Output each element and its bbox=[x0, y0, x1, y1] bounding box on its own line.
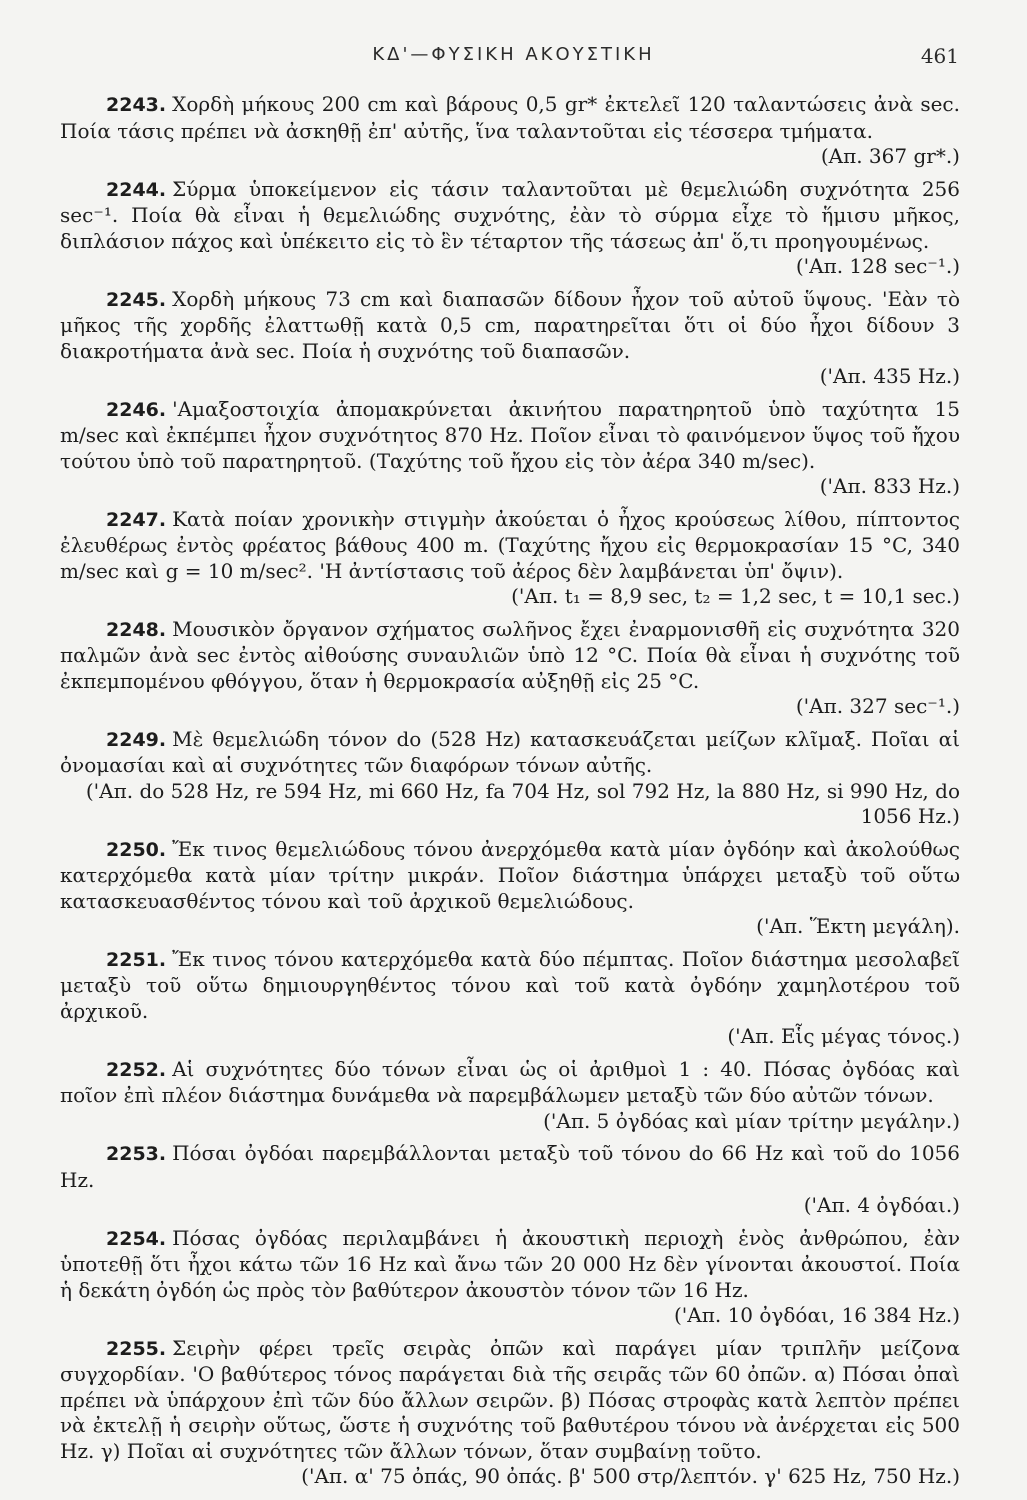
problem-number: 2250. bbox=[106, 838, 167, 861]
problem-2243 bbox=[60, 92, 960, 170]
problem-2253 bbox=[60, 1141, 960, 1219]
problem-text: Σειρὴν φέρει τρεῖς σειρὰς ὀπῶν καὶ παράγει μίαν τριπλῆν μείζονα συγχορδίαν. 'Ο βαθύτερος τόνος παράγεται διὰ τῆς σειρᾶς τῶν 60 ὀπῶν. α) Πόσαι ὀπαὶ πρέπει νὰ ὑπάρχουν ἐπὶ τῶν δύο ἄλλων σειρῶν. β) Πόσας στροφὰς κατὰ λεπτὸν πρέπει νὰ ἐκτελῇ ἡ σειρὴν οὕτως, ὥστε ἡ συχνότης τοῦ βαθυτέρου τόνου νὰ ἀνέρχεται εἰς 500 Hz. γ) Ποῖαι αἱ συχνότητες τῶν ἄλλων τόνων, ὅταν συμβαίνῃ τοῦτο. bbox=[60, 1335, 960, 1463]
problem-answer: ('Απ. α' 75 ὀπάς, 90 ὀπάς. β' 500 στρ/λεπτόν. γ' 625 Hz, 750 Hz.) bbox=[301, 1464, 960, 1488]
problem-number: 2251. bbox=[106, 948, 167, 971]
problem-number: 2254. bbox=[106, 1227, 167, 1250]
problem-number: 2253. bbox=[106, 1143, 167, 1165]
problem-2252 bbox=[60, 1057, 960, 1135]
problem-2244 bbox=[60, 177, 960, 280]
problem-answer: ('Απ. Εἷς μέγας τόνος.) bbox=[727, 1024, 960, 1048]
problem-number: 2244. bbox=[106, 178, 167, 201]
problem-number: 2247. bbox=[106, 508, 167, 531]
problem-text: 'Αμαξοστοιχία ἀπομακρύνεται ἀκινήτου παρατηρητοῦ ὑπὸ ταχύτητα 15 m/sec καὶ ἐκπέμπει ἦχον συχνότητος 870 Hz. Ποῖον εἶναι τὸ φαινόμενον ὕψος τοῦ ἤχου τούτου ὑπὸ τοῦ παρατηρητοῦ. (Ταχύτης τοῦ ἤχου εἰς τὸν ἀέρα 340 m/sec). bbox=[60, 396, 960, 473]
problem-text: Πόσας ὀγδόας περιλαμβάνει ἡ ἀκουστικὴ περιοχὴ ἑνὸς ἀνθρώπου, ἐὰν ὑποτεθῇ ὅτι ἦχοι κάτω τῶν 16 Hz καὶ ἄνω τῶν 20 000 Hz δὲν γίνονται ἀκουστοί. Ποία ἡ δεκάτη ὀγδόη ὡς πρὸς τὸν βαθύτερον ἀκουστὸν τόνον τῶν 16 Hz. bbox=[60, 1225, 960, 1302]
problem-number: 2245. bbox=[106, 288, 167, 311]
problem-text: Σύρμα ὑποκείμενον εἰς τάσιν ταλαντοῦται μὲ θεμελιώδη συχνότητα 256 sec⁻¹. Ποία θὰ εἶναι ἡ θεμελιώδης συχνότης, ἐὰν τὸ σύρμα εἶχε τὸ ἥμισυ μῆκος, διπλάσιον πάχος καὶ ὑπέκειτο εἰς τὸ ἓν τέταρτον τῆς τάσεως ἀπ' ὅ,τι προηγουμένως. bbox=[60, 176, 960, 253]
problem-number: 2252. bbox=[106, 1058, 167, 1081]
problem-answer: ('Απ. 5 ὀγδόας καὶ μίαν τρίτην μεγάλην.) bbox=[543, 1108, 960, 1133]
problem-answer: ('Απ. Ἕκτη μεγάλη). bbox=[756, 914, 960, 938]
problem-2250 bbox=[60, 837, 960, 940]
problem-answer: ('Απ. 833 Hz.) bbox=[819, 474, 960, 498]
problem-answer: ('Απ. 128 sec⁻¹.) bbox=[795, 254, 960, 278]
problem-number: 2248. bbox=[106, 618, 167, 641]
problem-text: Ἔκ τινος θεμελιώδους τόνου ἀνερχόμεθα κατὰ μίαν ὀγδόην καὶ ἀκολούθως κατερχόμεθα κατὰ μίαν τρίτην μικράν. Ποῖον διάστημα ὑπάρχει μεταξὺ τοῦ οὕτω κατασκευασθέντος τόνου καὶ τοῦ ἀρχικοῦ θεμελιώδους. bbox=[60, 836, 960, 913]
problem-2246 bbox=[60, 397, 960, 500]
problem-2251 bbox=[60, 947, 960, 1050]
chapter-title: ΚΔ'—ΦΥΣΙΚΗ ΑΚΟΥΣΤΙΚΗ bbox=[372, 44, 655, 65]
problem-text: Μὲ θεμελιώδη τόνον do (528 Hz) κατασκευάζεται μείζων κλῖμαξ. Ποῖαι αἱ ὀνομασίαι καὶ αἱ συχνότητες τῶν διαφόρων τόνων αὐτῆς. bbox=[60, 726, 960, 777]
problem-answer: ('Απ. 10 ὀγδόαι, 16 384 Hz.) bbox=[673, 1303, 960, 1327]
problem-2245 bbox=[60, 287, 960, 390]
problem-2254 bbox=[60, 1226, 960, 1329]
problem-text: Πόσαι ὀγδόαι παρεμβάλλονται μεταξὺ τοῦ τόνου do 66 Hz καὶ τοῦ do 1056 Hz. bbox=[60, 1141, 960, 1192]
problem-2247 bbox=[60, 507, 960, 610]
problem-text: Μουσικὸν ὄργανον σχήματος σωλῆνος ἔχει ἐναρμονισθῆ εἰς συχνότητα 320 παλμῶν ἀνὰ sec ἐντὸς αἰθούσης συναυλιῶν ὑπὸ 12 °C. Ποία θὰ εἶναι ἡ συχνότης τοῦ ἐκπεμπομένου φθόγγου, ὅταν ἡ θερμοκρασία αὐξηθῇ εἰς 25 °C. bbox=[60, 616, 960, 693]
page-header bbox=[0, 44, 1027, 78]
problem-text: Χορδὴ μήκους 73 cm καὶ διαπασῶν δίδουν ἦχον τοῦ αὐτοῦ ὕψους. 'Εὰν τὸ μῆκος τῆς χορδῆς ἐλαττωθῇ κατὰ 0,5 cm, παρατηρεῖται ὅτι οἱ δύο ἦχοι δίδουν 3 διακροτήματα ἀνὰ sec. Ποία ἡ συχνότης τοῦ διαπασῶν. bbox=[60, 286, 960, 363]
problem-answer: ('Απ. 327 sec⁻¹.) bbox=[795, 694, 960, 718]
problem-answer: ('Απ. do 528 Hz, re 594 Hz, mi 660 Hz, fa 704 Hz, sol 792 Hz, la 880 Hz, si 990 Hz, do 1056 Hz.) bbox=[85, 778, 960, 828]
problem-text: Ἔκ τινος τόνου κατερχόμεθα κατὰ δύο πέμπτας. Ποῖον διάστημα μεσολαβεῖ μεταξὺ τοῦ οὕτω δημιουργηθέντος τόνου καὶ τοῦ κατὰ ὀγδόην χαμηλοτέρου τοῦ ἀρχικοῦ. bbox=[60, 946, 960, 1023]
problem-number: 2246. bbox=[106, 398, 167, 421]
problem-number: 2249. bbox=[106, 728, 167, 751]
problem-2248 bbox=[60, 617, 960, 720]
problem-2249 bbox=[60, 727, 960, 830]
problem-text: Αἱ συχνότητες δύο τόνων εἶναι ὡς οἱ ἀριθμοὶ 1 : 40. Πόσας ὀγδόας καὶ ποῖον ἐπὶ πλέον διάστημα δυνάμεθα νὰ παρεμβάλωμεν μεταξὺ τῶν δύο αὐτῶν τόνων. bbox=[60, 1056, 960, 1107]
problem-answer: ('Απ. t₁ = 8,9 sec, t₂ = 1,2 sec, t = 10,1 sec.) bbox=[511, 584, 960, 608]
page-number: 461 bbox=[920, 44, 959, 68]
problem-2255 bbox=[60, 1336, 960, 1490]
problem-text: Κατὰ ποίαν χρονικὴν στιγμὴν ἀκούεται ὁ ἦχος κρούσεως λίθου, πίπτοντος ἐλευθέρως ἐντὸς φρέατος βάθους 400 m. (Ταχύτης ἤχου εἰς θερμοκρασίαν 15 °C, 340 m/sec καὶ g = 10 m/sec². 'Η ἀντίστασις τοῦ ἀέρος δὲν λαμβάνεται ὑπ' ὄψιν). bbox=[60, 506, 960, 583]
problem-number: 2243. bbox=[106, 94, 167, 116]
problem-number: 2255. bbox=[106, 1337, 167, 1360]
problem-answer: (Απ. 367 gr*.) bbox=[820, 144, 960, 168]
problem-list bbox=[60, 92, 960, 1497]
problem-answer: ('Απ. 435 Hz.) bbox=[819, 364, 960, 388]
problem-text: Χορδὴ μήκους 200 cm καὶ βάρους 0,5 gr* ἐκτελεῖ 120 ταλαντώσεις ἀνὰ sec. Ποία τάσις πρέπει νὰ ἀσκηθῇ ἐπ' αὐτῆς, ἵνα ταλαντοῦται εἰς τέσσερα τμήματα. bbox=[60, 92, 960, 143]
problem-answer: ('Απ. 4 ὀγδόαι.) bbox=[803, 1193, 960, 1217]
